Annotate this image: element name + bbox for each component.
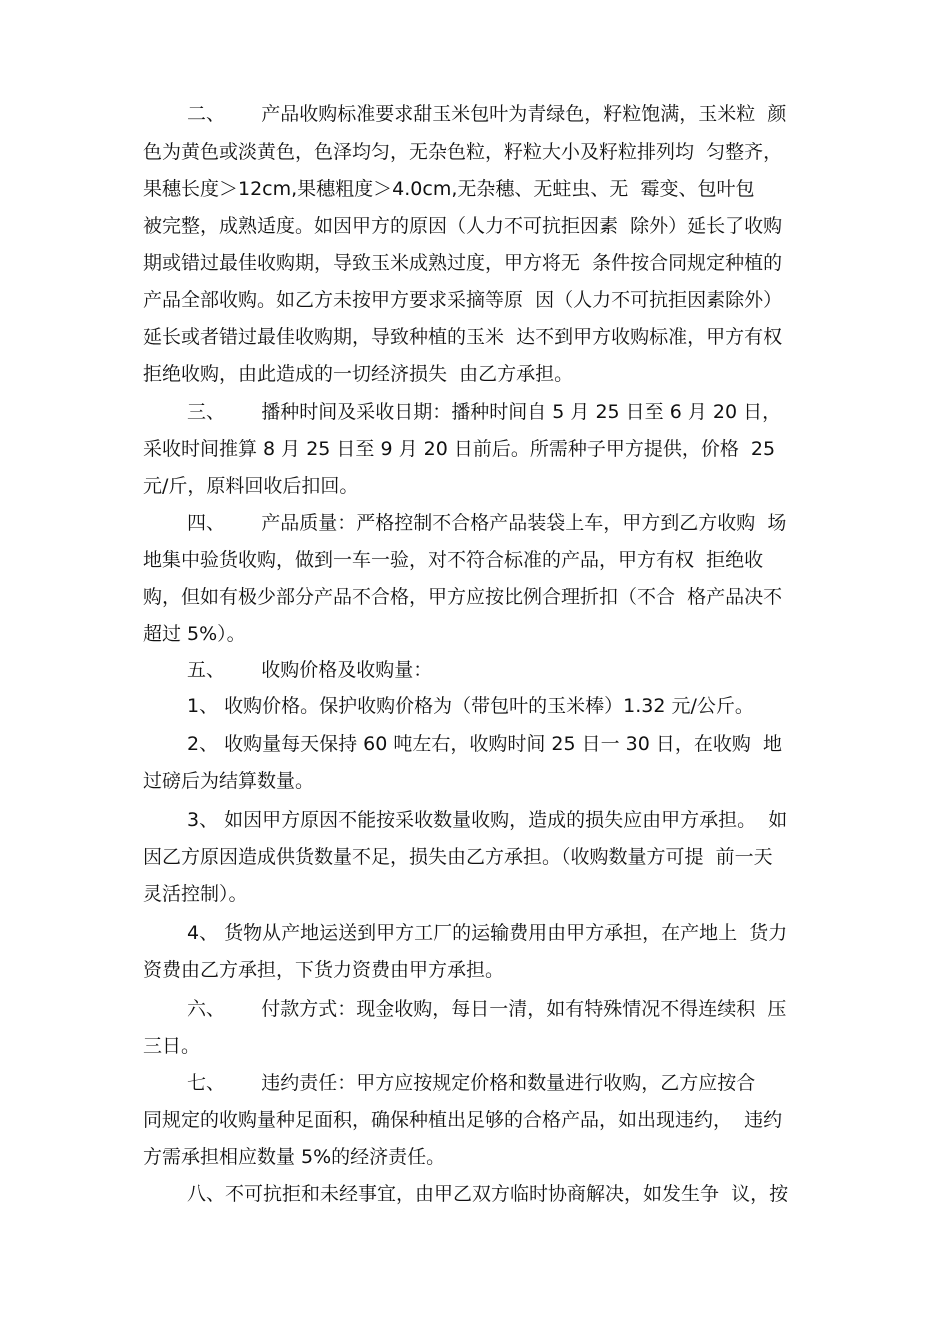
clause-2-line-4: 被完整，成熟适度。如因甲方的原因（人力不可抗拒因素 除外）延长了收购: [143, 215, 783, 237]
clause-5-item-4-line-2: 资费由乙方承担，下货力资费由甲方承担。: [143, 959, 505, 981]
clause-5-item-2-line-2: 过磅后为结算数量。: [143, 770, 315, 792]
clause-7-line-2: 同规定的收购量种足面积，确保种植出足够的合格产品，如出现违约， 违约: [143, 1109, 783, 1131]
clause-4-line-1: 四、 产品质量：严格控制不合格产品装袋上车，甲方到乙方收购 场: [187, 512, 787, 534]
clause-8-line-1: 八、不可抗拒和未经事宜，由甲乙双方临时协商解决，如发生争 议，按: [187, 1183, 789, 1205]
clause-3-line-3: 元/斤，原料回收后扣回。: [143, 475, 359, 497]
clause-6-line-1: 六、 付款方式：现金收购，每日一清，如有特殊情况不得连续积 压: [187, 998, 787, 1020]
clause-2-line-5: 期或错过最佳收购期，导致玉米成熟过度，甲方将无 条件按合同规定种植的: [143, 252, 783, 274]
clause-5-item-3-line-3: 灵活控制）。: [143, 883, 248, 905]
clause-2-line-3: 果穗长度＞12cm,果穗粗度＞4.0cm,无杂穗、无蛀虫、无 霉变、包叶包: [143, 178, 755, 200]
clause-7-line-1: 七、 违约责任：甲方应按规定价格和数量进行收购，乙方应按合: [187, 1072, 756, 1094]
clause-2-line-1: 二、 产品收购标准要求甜玉米包叶为青绿色，籽粒饱满，玉米粒 颜: [187, 103, 787, 125]
clause-3-line-1: 三、 播种时间及采收日期：播种时间自 5 月 25 日至 6 月 20 日，: [187, 401, 782, 423]
clause-5-item-3-line-1: 3、 如因甲方原因不能按采收数量收购，造成的损失应由甲方承担。 如: [187, 809, 788, 831]
clause-5-item-1: 1、 收购价格。保护收购价格为（带包叶的玉米棒）1.32 元/公斤。: [187, 695, 754, 717]
clause-3-line-2: 采收时间推算 8 月 25 日至 9 月 20 日前后。所需种子甲方提供，价格 25: [143, 438, 776, 460]
clause-5-heading: 五、 收购价格及收购量：: [187, 659, 433, 681]
clause-4-line-2: 地集中验货收购，做到一车一验，对不符合标准的产品，甲方有权 拒绝收: [143, 549, 764, 571]
clause-6-line-2: 三日。: [143, 1035, 201, 1057]
clause-2-line-8: 拒绝收购，由此造成的一切经济损失 由乙方承担。: [143, 363, 574, 385]
clause-2-line-7: 延长或者错过最佳收购期，导致种植的玉米 达不到甲方收购标准，甲方有权: [143, 326, 783, 348]
clause-7-line-3: 方需承担相应数量 5%的经济责任。: [143, 1146, 446, 1168]
clause-2-line-2: 色为黄色或淡黄色，色泽均匀，无杂色粒，籽粒大小及籽粒排列均 匀整齐，: [143, 141, 783, 163]
clause-5-item-4-line-1: 4、 货物从产地运送到甲方工厂的运输费用由甲方承担，在产地上 货力: [187, 922, 788, 944]
clause-5-item-2-line-1: 2、 收购量每天保持 60 吨左右，收购时间 25 日一 30 日，在收购 地: [187, 733, 782, 755]
clause-4-line-3: 购，但如有极少部分产品不合格，甲方应按比例合理折扣（不合 格产品决不: [143, 586, 783, 608]
clause-2-line-6: 产品全部收购。如乙方未按甲方要求采摘等原 因（人力不可抗拒因素除外）: [143, 289, 783, 311]
clause-4-line-4: 超过 5%）。: [143, 623, 246, 645]
clause-5-item-3-line-2: 因乙方原因造成供货数量不足，损失由乙方承担。（收购数量方可提 前一天: [143, 846, 773, 868]
